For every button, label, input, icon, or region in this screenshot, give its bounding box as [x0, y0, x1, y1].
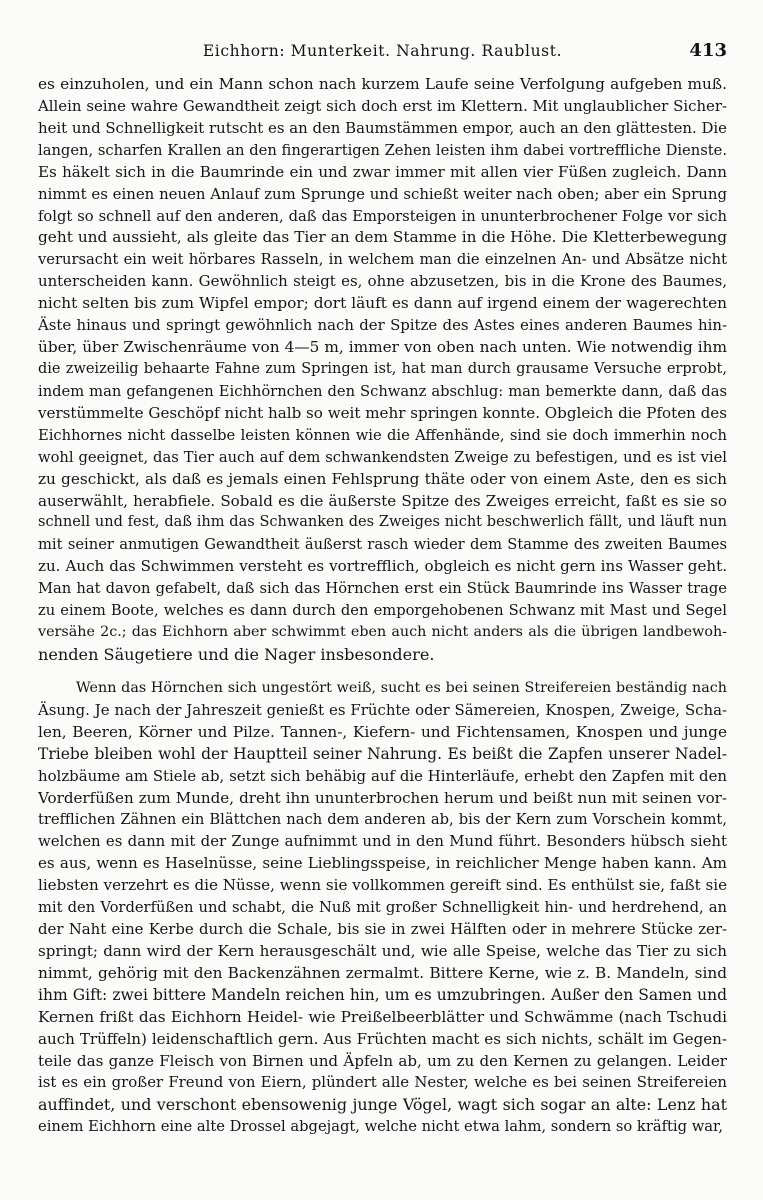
text-line: teile das ganze Fleisch von Birnen und Äpfeln ab, um zu den Kernen zu gelangen. Leider [38, 1051, 727, 1070]
text-line: heit und Schnelligkeit rutscht es an den Baumstämmen empor, auch an den glättesten. Die [38, 118, 727, 137]
text-line: welchen es dann mit der Zunge aufnimmt und in den Mund führt. Besonders hübsch sieht [38, 832, 727, 851]
text-line: nimmt es einen neuen Anlauf zum Sprunge und schießt weiter nach oben; aber ein Sprung [38, 184, 727, 203]
text-line: geht und aussieht, als gleite das Tier an dem Stamme in die Höhe. Die Kletterbewegung [38, 228, 727, 247]
text-line: langen, scharfen Krallen an den fingerartigen Zehen leisten ihm dabei vortreffliche Dienste. [38, 141, 727, 159]
paragraph-spacer [38, 666, 727, 678]
text-line: schnell und fest, daß ihm das Schwanken des Zweiges nicht beschwerlich fällt, und läuft nun [38, 514, 727, 531]
text-line: folgt so schnell auf den anderen, daß das Emporsteigen in ununterbrochener Folge vor sich [38, 207, 727, 225]
text-line: ihm Gift: zwei bittere Mandeln reichen hin, um es umzubringen. Außer den Samen und [38, 985, 727, 1004]
text-line: zu. Auch das Schwimmen versteht es vortrefflich, obgleich es nicht gern ins Wasser geht. [38, 557, 727, 576]
text-line: versähe 2c.; das Eichhorn aber schwimmt eben auch nicht anders als die übrigen landbewoh- [38, 624, 727, 641]
text-line: Äste hinaus und springt gewöhnlich nach der Spitze des Astes eines anderen Baumes hin- [38, 316, 727, 335]
text-line: springt; dann wird der Kern herausgeschält und, wie alle Speise, welche das Tier zu sich [38, 941, 727, 960]
running-head: Eichhorn: Munterkeit. Nahrung. Raublust. [202, 42, 563, 60]
body-text [38, 74, 727, 1138]
text-line: über, über Zwischenräume von 4—5 m, immer von oben nach unten. Wie notwendig ihm [38, 338, 727, 357]
text-line: Es häkelt sich in die Baumrinde ein und zwar immer mit allen vier Füßen zugleich. Dann [38, 162, 727, 181]
text-line: zu geschickt, als daß es jemals einen Fehlsprung thäte oder von einem Aste, den es sich [38, 469, 727, 488]
text-line: der Naht eine Kerbe durch die Schale, bis sie in zwei Hälften oder in mehrere Stücke zer- [38, 920, 727, 939]
text-line: zu einem Boote, welches es dann durch den emporgehobenen Schwanz mit Mast und Segel [38, 602, 727, 620]
text-line: nenden Säugetiere und die Nager insbesondere. [38, 644, 435, 664]
text-line: Wenn das Hörnchen sich ungestört weiß, sucht es bei seinen Streifereien beständig nach [76, 679, 727, 696]
text-line: Allein seine wahre Gewandtheit zeigt sich doch erst im Klettern. Mit unglaublicher Sicher- [38, 96, 727, 115]
text-line: auserwählt, herabfiele. Sobald es die äußerste Spitze des Zweiges erreicht, faßt es sie so [38, 491, 727, 510]
text-line: trefflichen Zähnen ein Blättchen nach dem anderen ab, bis der Kern zum Vorschein kommt, [38, 811, 727, 829]
text-line: wohl geeignet, das Tier auch auf dem schwankendsten Zweige zu befestigen, und es ist viel [38, 448, 727, 466]
text-line: auch Trüffeln) leidenschaftlich gern. Aus Früchten macht es sich nichts, schält im Gegen- [38, 1029, 727, 1048]
text-line: Eichhornes nicht dasselbe leisten können wie die Affenhände, sind sie doch immerhin noch [38, 426, 727, 444]
text-line: Äsung. Je nach der Jahreszeit genießt es Früchte oder Sämereien, Knospen, Zweige, Scha- [38, 700, 727, 719]
text-line: liebsten verzehrt es die Nüsse, wenn sie vollkommen gereift sind. Es enthülst sie, faßt sie [38, 876, 727, 895]
text-line: auffindet, und verschont ebensowenig junge Vögel, wagt sich sogar an alte: Lenz hat [38, 1095, 727, 1115]
page-header [38, 40, 727, 70]
text-line: ist es ein großer Freund von Eiern, plündert alle Nester, welche es bei seinen Streifereien [38, 1073, 727, 1092]
text-line: nicht selten bis zum Wipfel empor; dort läuft es dann auf irgend einem der wagerechten [38, 294, 727, 313]
paragraph [38, 678, 727, 1138]
text-line: die zweizeilig behaarte Fahne zum Springen ist, hat man durch grausame Versuche erprobt, [38, 360, 727, 377]
text-line: nimmt, gehörig mit den Backenzähnen zermalmt. Bittere Kerne, wie z. B. Mandeln, sind [38, 963, 727, 982]
text-line: verstümmelte Geschöpf nicht halb so weit mehr springen konnte. Obgleich die Pfoten des [38, 403, 727, 422]
text-line: es einzuholen, und ein Mann schon nach kurzem Laufe seine Verfolgung aufgeben muß. [38, 75, 727, 93]
page-number: 413 [689, 40, 727, 61]
text-line: mit seiner anmutigen Gewandtheit äußerst rasch wieder dem Stamme des zweiten Baumes [38, 536, 727, 554]
text-line: einem Eichhorn eine alte Drossel abgejagt, welche nicht etwa lahm, sondern so kräftig war, [38, 1118, 724, 1136]
text-line: Man hat davon gefabelt, daß sich das Hörnchen erst ein Stück Baumrinde ins Wasser trage [38, 580, 727, 598]
text-line: unterscheiden kann. Gewöhnlich steigt es, ohne abzusetzen, bis in die Krone des Baumes, [38, 272, 727, 291]
text-line: holzbäume am Stiele ab, setzt sich behäbig auf die Hinterläufe, erhebt den Zapfen mit den [38, 766, 727, 785]
text-line: Vorderfüßen zum Munde, dreht ihn ununterbrochen herum und beißt nun mit seinen vor- [38, 788, 727, 807]
text-line: Triebe bleiben wohl der Hauptteil seiner Nahrung. Es beißt die Zapfen unserer Nadel- [38, 744, 727, 763]
paragraph [38, 74, 727, 666]
text-line: indem man gefangenen Eichhörnchen den Schwanz abschlug: man bemerkte dann, daß das [38, 382, 727, 400]
text-line: Kernen frißt das Eichhorn Heidel- wie Preißelbeerblätter und Schwämme (nach Tschudi [38, 1007, 727, 1026]
text-line: len, Beeren, Körner und Pilze. Tannen-, Kiefern- und Fichtensamen, Knospen und junge [38, 722, 727, 741]
text-line: es aus, wenn es Haselnüsse, seine Lieblingsspeise, in reichlicher Menge haben kann. Am [38, 854, 727, 873]
text-line: verursacht ein weit hörbares Rasseln, in welchem man die einzelnen An- und Absätze nicht [38, 251, 727, 269]
text-line: mit den Vorderfüßen und schabt, die Nuß mit großer Schnelligkeit hin- und herdrehend, an [38, 899, 727, 917]
